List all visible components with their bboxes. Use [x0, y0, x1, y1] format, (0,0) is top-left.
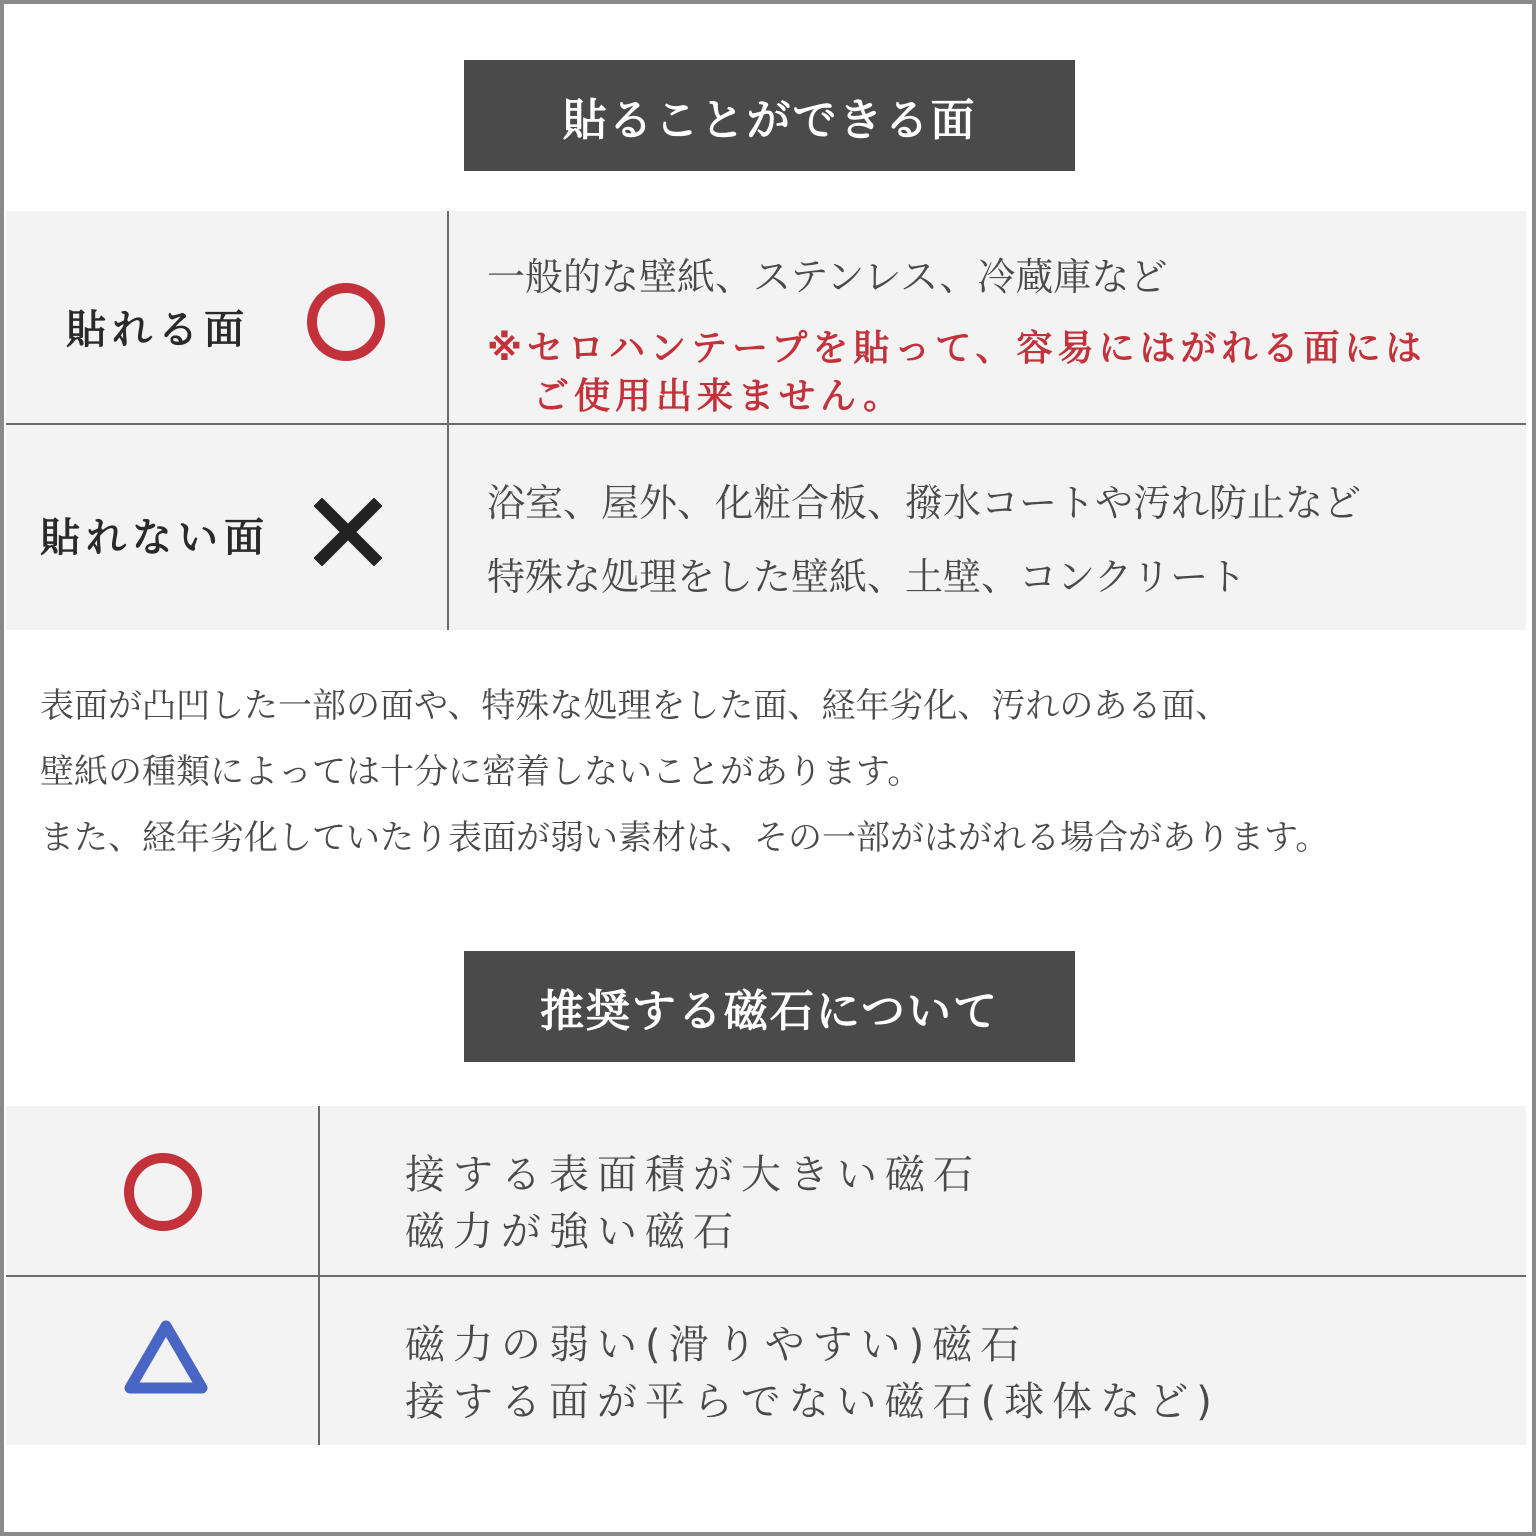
magnet-table-divider-horizontal	[6, 1275, 1526, 1277]
note-line-1: 表面が凸凹した一部の面や、特殊な処理をした面、経年劣化、汚れのある面、	[40, 686, 1230, 726]
note-line-2: 壁紙の種類によっては十分に密着しないことがあります。	[40, 752, 922, 792]
section-title-magnets: 推奨する磁石について	[464, 951, 1075, 1062]
triangle-icon	[122, 1318, 210, 1398]
recommended-magnet-line2: 磁力が強い磁石	[405, 1209, 741, 1255]
warning-text-line2: ご使用出来ません。	[533, 376, 905, 417]
caution-magnet-line1: 磁力の弱い(滑りやすい)磁石	[405, 1322, 1029, 1368]
table-divider-horizontal	[6, 423, 1526, 425]
caution-magnet-line2: 接する面が平らでない磁石(球体など)	[405, 1379, 1220, 1425]
section-title-surfaces: 貼ることができる面	[464, 60, 1075, 171]
circle-icon	[304, 280, 388, 364]
circle-icon	[121, 1150, 205, 1234]
not-stickable-text-line1: 浴室、屋外、化粧合板、撥水コートや汚れ防止など	[487, 481, 1362, 525]
warning-text-line1: ※セロハンテープを貼って、容易にはがれる面には	[487, 328, 1427, 369]
note-line-3: また、経年劣化していたり表面が弱い素材は、その一部がはがれる場合があります。	[40, 818, 1330, 858]
cross-icon	[314, 498, 382, 566]
row-label-stickable: 貼れる面	[66, 307, 250, 353]
stickable-surfaces-text: 一般的な壁紙、ステンレス、冷蔵庫など	[487, 255, 1168, 299]
table-divider-vertical	[447, 211, 449, 630]
recommended-magnet-line1: 接する表面積が大きい磁石	[405, 1152, 981, 1198]
not-stickable-text-line2: 特殊な処理をした壁紙、土壁、コンクリート	[487, 555, 1247, 599]
row-label-not-stickable: 貼れない面	[40, 515, 270, 561]
